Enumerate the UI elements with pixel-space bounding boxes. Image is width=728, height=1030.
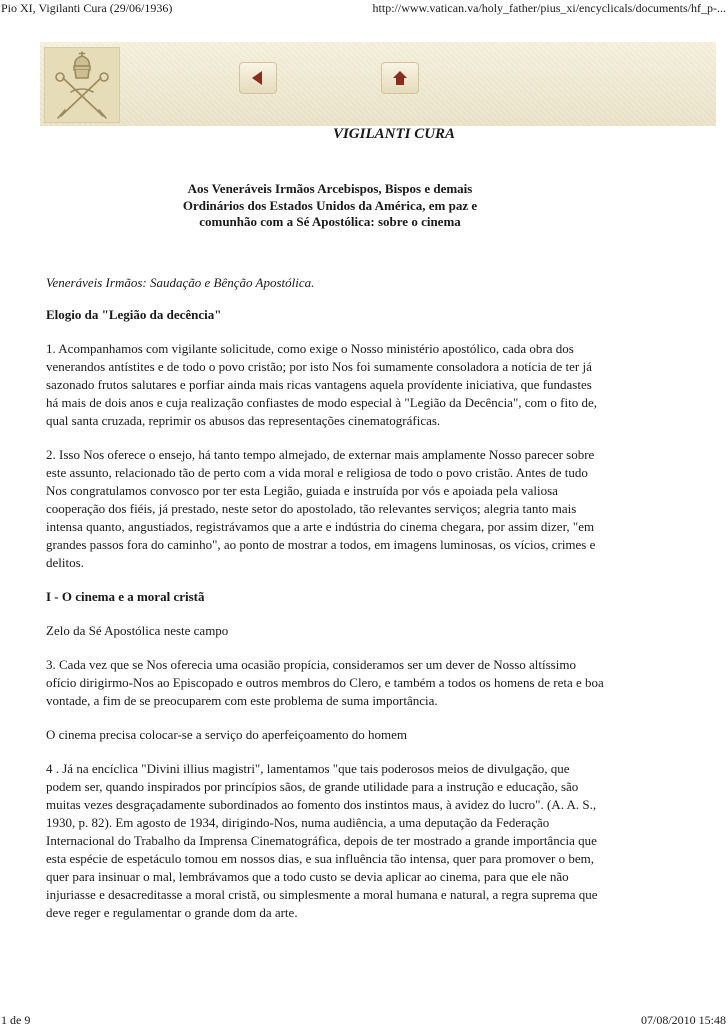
document-body [46,274,606,938]
print-footer [0,1010,728,1030]
vatican-banner [40,42,716,126]
page-number: 1 de 9 [1,1013,31,1027]
section-heading: Elogio da "Legião da decência" [46,307,222,322]
print-header [0,0,728,16]
print-timestamp: 07/08/2010 15:48 [640,1013,726,1027]
paragraph: 4 . Já na encíclica "Divini illius magistri", lamentamos "que tais poderosos meios de divulgação, que podem ser, quando inspirados por princípios sãos, de grande utilidade para a instrução e educação, são muitas vezes desgraçadamente subordinados ao fomento dos instintos maus, à avidez do lucro". (A. A. S., 1930, p. 82). Em agosto de 1934, dirigindo-Nos, numa audiência, a uma deputação da Federação Internacional do Trabalho da Imprensa Cinematográfica, depois de ter mostrado a grande importância que esta espécie de espetáculo tomou em nossos dias, e sua influência tão intensa, quer para promover o bem, quer para insinuar o mal, lembrávamos que a todo custo se devia aplicar ao cinema, para que ele não injuriasse e desacreditasse a moral cristã, ou simplesmente a moral humana e natural, a regra suprema que deve reger e regulamentar o grande dom da arte. [46,761,598,920]
paragraph: 3. Cada vez que se Nos oferecia uma ocasião propícia, consideramos ser um dever de Nosso altíssimo ofício dirigirmo-Nos ao Episcopado e outros membros do Clero, e também a todos os homens de reta e boa vontade, a fim de se preocuparem com este problema de suma importância. [46,657,604,708]
home-up-icon [382,63,418,93]
arrow-left-icon [240,63,276,93]
document-address: Aos Veneráveis Irmãos Arcebispos, Bispos e demais Ordinários dos Estados Unidos da América, em paz e comunhão com a Sé Apostólica: sobre o cinema [182,181,478,229]
section-heading: I - O cinema e a moral cristã [46,589,205,604]
paragraph: 1. Acompanhamos com vigilante solicitude, como exige o Nosso ministério apostólico, cada obra dos venerandos antístites e de todo o povo cristão; por isto Nos foi sumamente consoladora a notícia de ter já sazonado frutos salutares e porfiar ainda mais ricas vantagens aquela provídente iniciativa, que fundastes há mais de dois anos e cuja realização confiastes de modo especial à "Legião da Decência", com o fito de, qual santa cruzada, reprimir os abusos das representações cinematográficas. [46,341,597,428]
greeting: Veneráveis Irmãos: Saudação e Bênção Apostólica. [46,275,315,290]
papal-crest-icon[interactable] [44,47,120,123]
back-button[interactable] [239,62,277,94]
document-title: VIGILANTI CURA [332,126,456,142]
print-url[interactable]: http://www.vatican.va/holy_father/pius_xi/encyclicals/documents/hf_p-... [372,1,726,15]
subheading: O cinema precisa colocar-se a serviço do aperfeiçoamento do homem [46,727,408,742]
print-page-title: Pio XI, Vigilanti Cura (29/06/1936) [1,1,173,15]
paragraph: 2. Isso Nos oferece o ensejo, há tanto tempo almejado, de externar mais amplamente Nosso parecer sobre este assunto, relacionado tão de perto com a vida moral e religiosa de todo o povo cristão. Antes de tudo Nos congratulamos convosco por ter esta Legião, guiada e instruída por vós e apoiada pela valiosa cooperação dos fiéis, já prestado, neste setor do apostolado, tão relevantes serviços; alegria tanto mais intensa quanto, angustiados, registrávamos que a arte e indústria do cinema chegara, por assim dizer, "em grandes passos fora do caminho", ao ponto de mostrar a todos, em imagens luminosas, os vícios, crimes e delitos. [46,447,596,570]
subheading: Zelo da Sé Apostólica neste campo [46,623,229,638]
home-button[interactable] [381,62,419,94]
